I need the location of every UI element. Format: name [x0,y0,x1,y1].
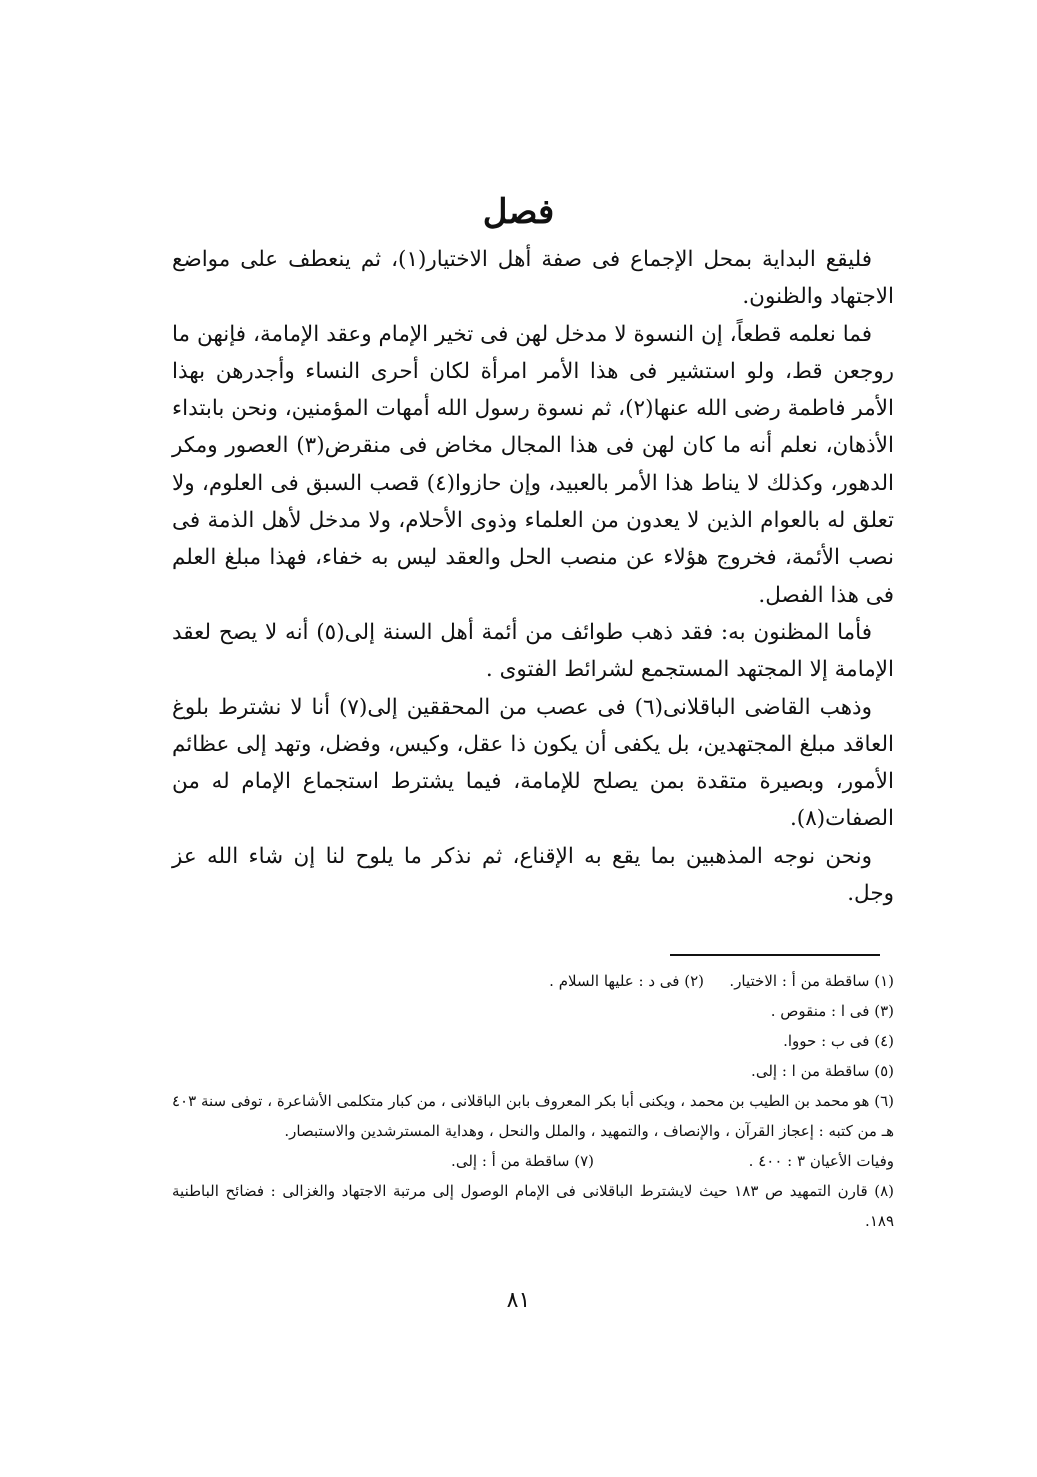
footnote-row-6b [172,1146,894,1176]
footnote-4: (٤) فى ب : حووا. [783,1032,894,1050]
footnote-2: (٢) فى د : عليها السلام . [549,972,704,990]
footnote-5: (٥) ساقطة من ا : إلى. [751,1062,894,1080]
section-heading: فصل [482,192,555,232]
footnote-6-source: وفيات الأعيان ٣ : ٤٠٠ . [748,1152,894,1170]
paragraph-5: ونحن نوجه المذهبين بما يقع به الإقناع، ثم نذكر ما يلوح لنا إن شاء الله عز وجل. [172,843,894,907]
footnote-8: (٨) قارن التمهيد ص ١٨٣ حيث لايشترط الباقلانى فى الإمام الوصول إلى مرتبة الاجتهاد والغزالى : فضائح الباطنية ١٨٩. [172,1182,894,1230]
paragraph-3: فأما المظنون به: فقد ذهب طوائف من أئمة أهل السنة إلى(٥) أنه لا يصح لعقد الإمامة إلا المجتهد المستجمع لشرائط الفتوى . [172,619,894,683]
footnote-3: (٣) فى ا : منقوص . [770,1002,894,1020]
paragraph-2: فما نعلمه قطعاً، إن النسوة لا مدخل لهن فى تخير الإمام وعقد الإمامة، فإنهن ما روجعن قط، ولو استشير فى هذا الأمر امرأة لكان أحرى النساء وأجدرهن بهذا الأمر فاطمة رضى الله عنها(٢)، ثم نسوة رسول الله أمهات المؤمنين، ونحن بابتداء الأذهان، نعلم أنه ما كان لهن فى هذا المجال مخاض فى منقرض(٣) العصور ومكر الدهور، وكذلك لا يناط هذا الأمر بالعبيد، وإن حازوا(٤) قصب السبق فى العلوم، ولا تعلق له بالعوام الذين لا يعدون من العلماء وذوى الأحلام، ولا مدخل لأهل الذمة فى نصب الأئمة، فخروج هؤلاء عن منصب الحل والعقد ليس به خفاء، فهذا مبلغ العلم فى هذا الفصل. [172,321,894,608]
footnote-1: (١) ساقطة من أ : الاختيار. [729,972,894,990]
page-number: ٨١ [506,1288,531,1313]
body-text [172,241,894,912]
footnote-7: (٧) ساقطة من أ : إلى. [451,1152,594,1170]
footnote-6: (٦) هو محمد بن الطيب بن محمد ، ويكنى أبا بكر المعروف بابن الباقلانى ، من كبار متكلمى الأشاعرة ، توفى سنة ٤٠٣ هـ من كتبه : إعجاز القرآن ، والإنصاف ، والتمهيد ، والملل والنحل ، وهداية المسترشدين والاستبصار. [172,1092,894,1140]
footnotes [172,966,894,1236]
paragraph-4: وذهب القاضى الباقلانى(٦) فى عصب من المحققين إلى(٧) أنا لا نشترط بلوغ العاقد مبلغ المجتهدين، بل يكفى أن يكون ذا عقل، وكيس، وفضل، وتهد إلى عظائم الأمور، وبصيرة متقدة بمن يصلح للإمامة، فيما يشترط استجماع الإمام له من الصفات(٨). [172,694,894,832]
paragraph-1: فليقع البداية بمحل الإجماع فى صفة أهل الاختيار(١)، ثم ينعطف على مواضع الاجتهاد والظنون. [172,247,894,310]
footnote-separator [670,954,880,956]
footnote-row-1 [172,966,894,996]
